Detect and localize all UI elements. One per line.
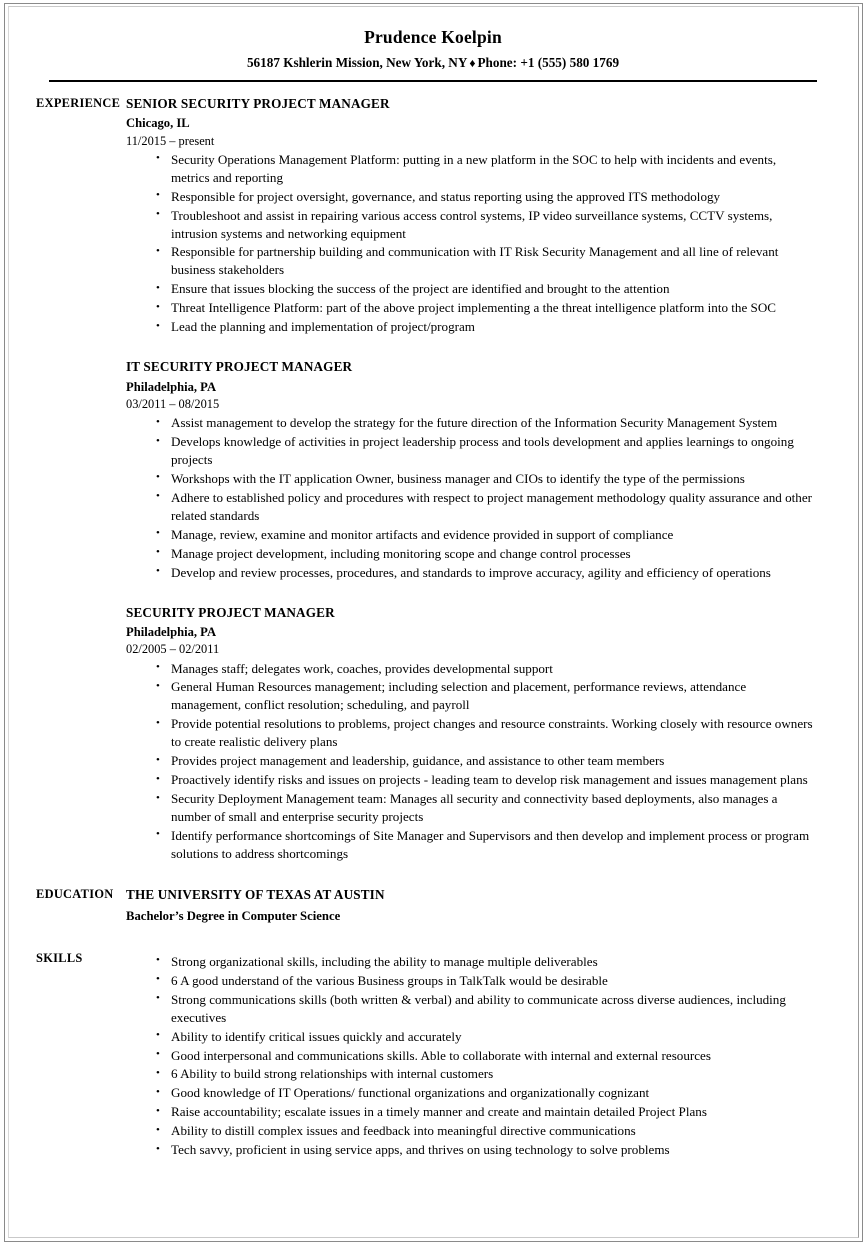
skill-bullet: • Good knowledge of IT Operations/ functional organizations and organizationally cognizant — [156, 1084, 814, 1102]
contact-phone: Phone: +1 (555) 580 1769 — [477, 55, 620, 71]
skill-bullet: • Tech savvy, proficient in using service apps, and thrives on using technology to solve problems — [156, 1141, 814, 1159]
education-entries — [126, 887, 866, 925]
section-label-education: EDUCATION — [36, 886, 114, 901]
job-location: Philadelphia, PA — [126, 625, 217, 640]
job-bullet: • Workshops with the IT application Owner, business manager and CIOs to identify the type of the permissions — [156, 470, 814, 488]
job-bullet-list — [126, 151, 814, 336]
job-bullet: • Adhere to established policy and procedures with respect to project management methodology quality assurance and other related standards — [156, 489, 814, 525]
job-bullet-list — [126, 660, 814, 863]
skill-bullet: • Ability to distill complex issues and feedback into meaningful directive communications — [156, 1122, 814, 1140]
job-bullet: • General Human Resources management; including selection and placement, performance reviews, attendance management, conflict resolution; scheduling, and payroll — [156, 678, 814, 714]
skills-entries — [126, 951, 866, 1159]
job-bullet: • Develop and review processes, procedures, and standards to improve accuracy, agility and efficiency of operations — [156, 564, 814, 582]
experience-entries — [126, 96, 866, 863]
experience-entry — [126, 96, 814, 336]
section-skills — [0, 951, 866, 1159]
job-title: SECURITY PROJECT MANAGER — [126, 604, 335, 620]
section-education — [0, 887, 866, 925]
job-bullet: • Assist management to develop the strategy for the future direction of the Information Security Management System — [156, 414, 814, 432]
diamond-separator-icon: ♦ — [469, 56, 476, 71]
job-bullet: • Provide potential resolutions to problems, project changes and resource constraints. Working closely with resource owners to create realistic delivery plans — [156, 715, 814, 751]
job-title: SENIOR SECURITY PROJECT MANAGER — [126, 95, 390, 111]
experience-entry — [126, 605, 814, 863]
skill-bullet: • 6 Ability to build strong relationships with internal customers — [156, 1065, 814, 1083]
education-degree: Bachelor’s Degree in Computer Science — [126, 909, 341, 924]
job-dates: 02/2005 – 02/2011 — [126, 642, 220, 657]
job-bullet: • Responsible for partnership building and communication with IT Risk Security Management and all line of relevant business stakeholders — [156, 243, 814, 279]
candidate-name: Prudence Koelpin — [364, 27, 502, 47]
job-bullet: • Responsible for project oversight, governance, and status reporting using the approved ITS methodology — [156, 188, 814, 206]
job-bullet: • Security Deployment Management team: Manages all security and connectivity based deployments, also manages a number of small and enterprise security projects — [156, 790, 814, 826]
job-location: Philadelphia, PA — [126, 379, 217, 394]
section-experience — [0, 96, 866, 863]
resume-header — [0, 0, 866, 82]
section-label-experience: EXPERIENCE — [36, 95, 121, 110]
skill-bullet: • Good interpersonal and communications skills. Able to collaborate with internal and external resources — [156, 1047, 814, 1065]
job-bullet: • Manage project development, including monitoring scope and change control processes — [156, 545, 814, 563]
job-bullet-list — [126, 414, 814, 581]
job-bullet: • Develops knowledge of activities in project leadership process and tools development and applies learnings to ongoing projects — [156, 433, 814, 469]
job-dates: 03/2011 – 08/2015 — [126, 396, 220, 411]
skill-bullet: • Ability to identify critical issues quickly and accurately — [156, 1028, 814, 1046]
job-bullet: • Lead the planning and implementation of project/program — [156, 318, 814, 336]
section-label-skills: SKILLS — [36, 950, 83, 965]
job-title: IT SECURITY PROJECT MANAGER — [126, 359, 353, 375]
job-bullet: • Identify performance shortcomings of Site Manager and Supervisors and then develop and implement process or program solutions to address shortcomings — [156, 827, 814, 863]
job-bullet: • Security Operations Management Platform: putting in a new platform in the SOC to help with incidents and events, metrics and reporting — [156, 151, 814, 187]
skills-bullet-list — [126, 953, 814, 1159]
skill-bullet: • Strong communications skills (both written & verbal) and ability to communicate across diverse audiences, including executives — [156, 991, 814, 1027]
skill-bullet: • Strong organizational skills, including the ability to manage multiple deliverables — [156, 953, 814, 971]
job-dates: 11/2015 – present — [126, 133, 215, 148]
job-bullet: • Manage, review, examine and monitor artifacts and evidence provided in support of compliance — [156, 526, 814, 544]
job-bullet: • Ensure that issues blocking the success of the project are identified and brought to the attention — [156, 280, 814, 298]
job-bullet: • Provides project management and leadership, guidance, and assistance to other team members — [156, 752, 814, 770]
job-location: Chicago, IL — [126, 116, 190, 131]
job-bullet: • Manages staff; delegates work, coaches, provides developmental support — [156, 660, 814, 678]
job-bullet: • Troubleshoot and assist in repairing various access control systems, IP video surveillance systems, CCTV systems, intrusion systems and networking equipment — [156, 207, 814, 243]
contact-address: 56187 Kshlerin Mission, New York, NY — [246, 55, 468, 71]
job-bullet: • Threat Intelligence Platform: part of the above project implementing a the threat intelligence platform into the SOC — [156, 299, 814, 317]
skill-bullet: • Raise accountability; escalate issues in a timely manner and create and maintain detailed Project Plans — [156, 1103, 814, 1121]
skill-bullet: • 6 A good understand of the various Business groups in TalkTalk would be desirable — [156, 972, 814, 990]
contact-line — [0, 47, 866, 71]
education-school: THE UNIVERSITY OF TEXAS AT AUSTIN — [126, 886, 385, 902]
job-bullet: • Proactively identify risks and issues on projects - leading team to develop risk management and issues management plans — [156, 771, 814, 789]
header-divider — [49, 80, 817, 82]
experience-entry — [126, 359, 814, 581]
